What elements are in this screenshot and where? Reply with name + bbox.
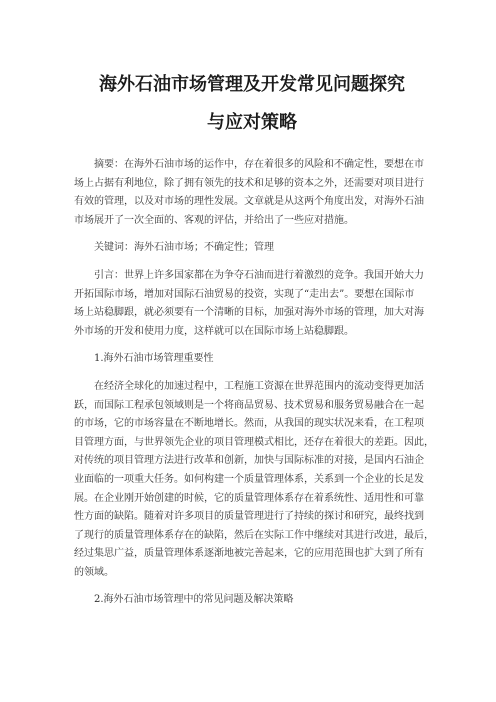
intro-paragraph	[74, 267, 444, 341]
section-heading-1-text: 1.海外石油市场管理重要性	[94, 353, 214, 365]
abstract-line: 有效的管理，以及对市场的理性发展。文章就是从这两个角度出发，对海外石油	[74, 196, 424, 208]
keywords-line: 关键词：海外石油市场；不确定性；管理	[94, 242, 274, 254]
section-heading-2-text: 2.海外石油市场管理中的常见问题及解决策略	[94, 594, 294, 606]
intro-line: 外市场的开发和使用力度，这样就可以在国际市场上站稳脚跟。	[74, 325, 354, 337]
title-line-2: 与应对策略	[207, 112, 297, 133]
abstract-line: 场上占据有利地位，除了拥有领先的技术和足够的资本之外，还需要对项目进行	[74, 177, 424, 189]
section-heading-1	[74, 350, 444, 369]
abstract-line: 摘要：在海外石油市场的运作中，存在着很多的风险和不确定性，要想在市	[94, 159, 424, 170]
document-title	[60, 66, 444, 142]
section-1-line: 在经济全球化的加速过程中，工程施工资源在世界范围内的流动变得更加活	[94, 380, 424, 392]
section-1-line: 的市场，它的市场容量在不断地增长。然而，从我国的现实状况来看，在工程项	[74, 418, 424, 430]
abstract-paragraph	[74, 156, 444, 230]
intro-line: 开拓国际市场，增加对国际石油贸易的投资，实现了“走出去”。要想在国际市	[74, 288, 415, 300]
section-1-line: 了现行的质量管理体系存在的缺陷，然后在实际工作中继续对其进行改进，最后，	[74, 529, 434, 541]
section-1-line: 对传统的项目管理方法进行改革和创新，加快与国际标准的对接，是国内石油企	[74, 455, 424, 467]
section-1-line: 目管理方面，与世界领先企业的项目管理模式相比，还存在着很大的差距。因此，	[74, 436, 434, 448]
section-1-line: 经过集思广益，质量管理体系逐渐地被完善起来，它的应用范围也扩大到了所有	[74, 548, 424, 560]
section-1-line: 的领域。	[74, 566, 114, 578]
section-1-line: 性方面的缺陷。随着对许多项目的质量管理进行了持续的探讨和研究，最终找到	[74, 511, 424, 523]
section-1-line: 展。在企业刚开始创建的时候，它的质量管理体系存在着系统性、适用性和可靠	[74, 492, 424, 504]
section-1-paragraph	[74, 378, 444, 583]
section-1-line: 跃，而国际工程承包领域则是一个将商品贸易、技术贸易和服务贸易融合在一起	[74, 399, 424, 411]
intro-line: 引言：世界上许多国家都在为争夺石油而进行着激烈的竞争。我国开始大力	[94, 269, 424, 281]
title-line-1: 海外石油市场管理及开发常见问题探究	[99, 74, 405, 95]
section-heading-2	[74, 591, 444, 610]
keywords-paragraph	[74, 239, 444, 258]
intro-line: 场上站稳脚跟，就必须要有一个清晰的目标，加强对海外市场的管理，加大对海	[74, 307, 424, 319]
abstract-line: 市场展开了一次全面的、客观的评估，并给出了一些应对措施。	[74, 214, 354, 226]
section-1-line: 业面临的一项重大任务。如何构建一个质量管理体系，关系到一个企业的长足发	[74, 473, 424, 485]
